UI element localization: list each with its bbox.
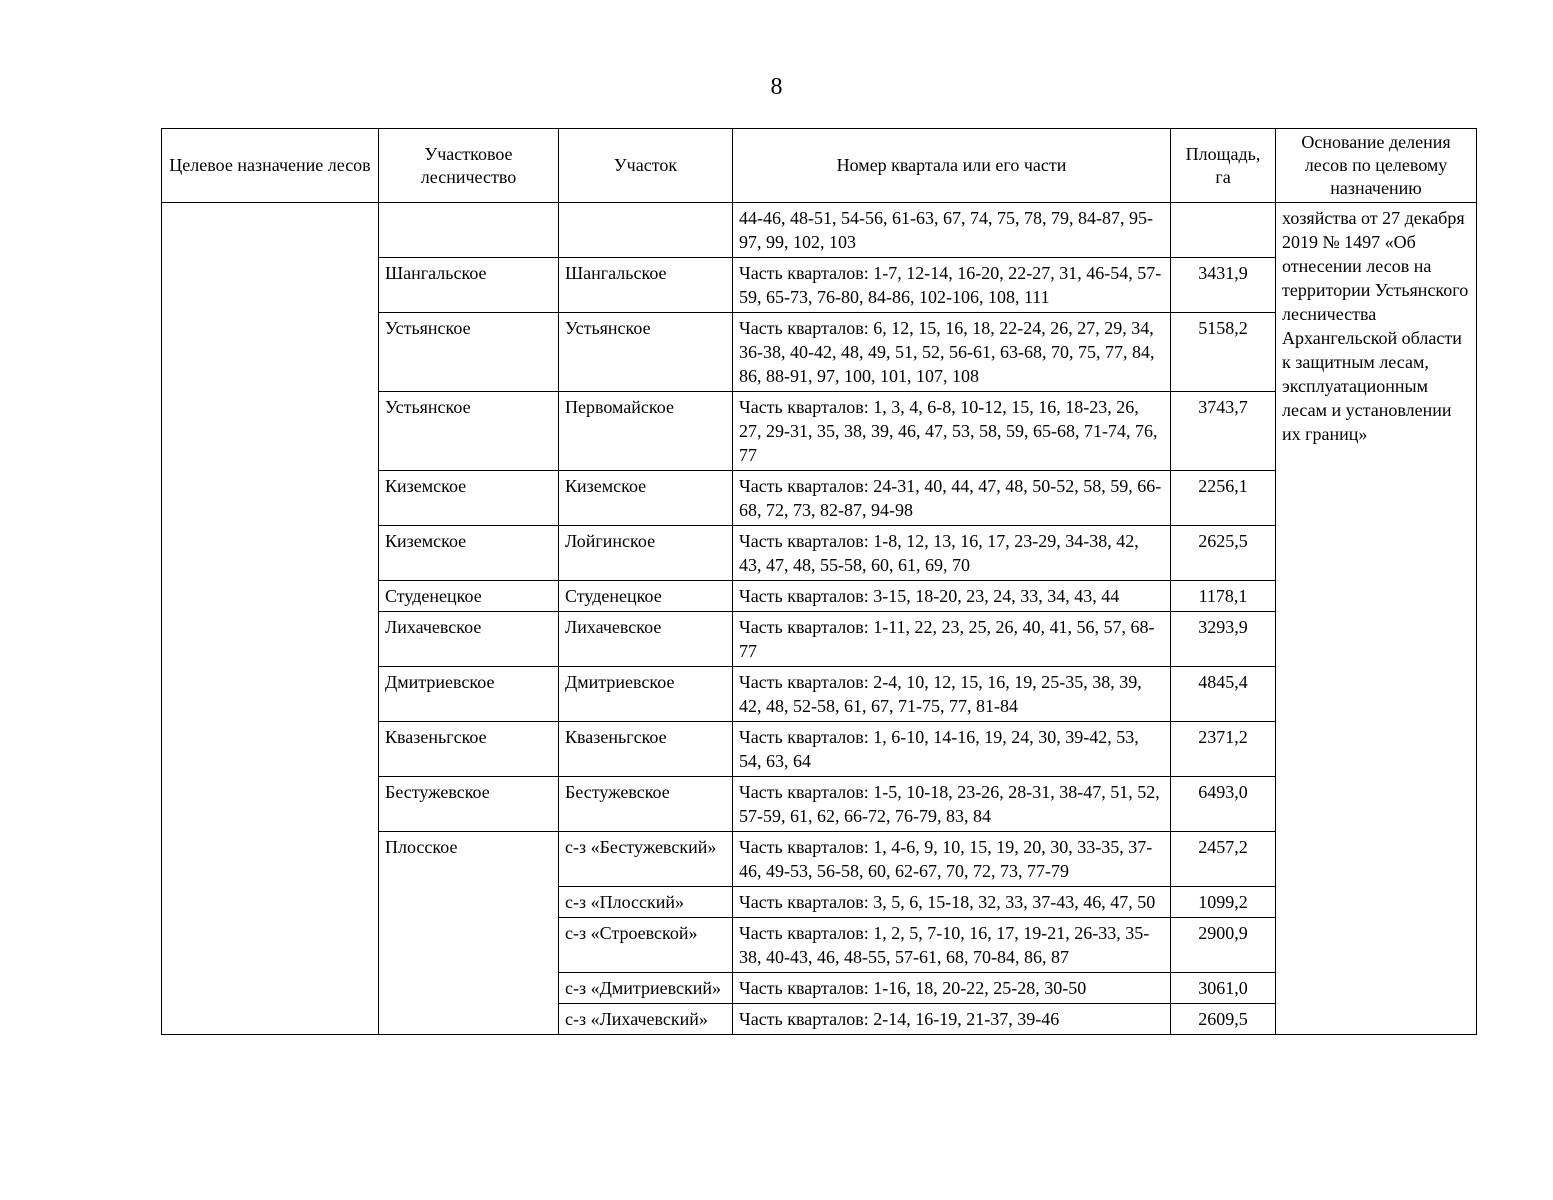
section-cell: Бестужевское: [559, 777, 733, 832]
forestry-cell: Киземское: [379, 526, 559, 581]
section-cell: с-з «Бестужевский»: [559, 832, 733, 887]
forestry-cell: Лихачевское: [379, 612, 559, 667]
section-cell: с-з «Строевской»: [559, 918, 733, 973]
area-cell: 2900,9: [1171, 918, 1276, 973]
forestry-cell: Бестужевское: [379, 777, 559, 832]
forestry-cell: Квазеньгское: [379, 722, 559, 777]
area-cell: 3743,7: [1171, 392, 1276, 471]
area-cell: 2256,1: [1171, 471, 1276, 526]
quarters-cell: Часть кварталов: 2-4, 10, 12, 15, 16, 19, 25-35, 38, 39, 42, 48, 52-58, 61, 67, 71-75, 77, 81-84: [733, 667, 1171, 722]
area-cell: 3431,9: [1171, 258, 1276, 313]
purpose-cell: [162, 203, 379, 1035]
header-basis: Основание деления лесов по целевому назначению: [1276, 129, 1477, 203]
quarters-cell: 44-46, 48-51, 54-56, 61-63, 67, 74, 75, 78, 79, 84-87, 95-97, 99, 102, 103: [733, 203, 1171, 258]
header-district-forestry: Участковое лесничество: [379, 129, 559, 203]
quarters-cell: Часть кварталов: 1, 2, 5, 7-10, 16, 17, 19-21, 26-33, 35-38, 40-43, 46, 48-55, 57-61, 68, 70-84, 86, 87: [733, 918, 1171, 973]
forestry-cell: Киземское: [379, 471, 559, 526]
section-cell: с-з «Плосский»: [559, 887, 733, 918]
forestry-cell: Студенецкое: [379, 581, 559, 612]
section-cell: Шангальское: [559, 258, 733, 313]
quarters-cell: Часть кварталов: 6, 12, 15, 16, 18, 22-24, 26, 27, 29, 34, 36-38, 40-42, 48, 49, 51, 52, 56-61, 63-68, 70, 75, 77, 84, 86, 88-91, 97, 100, 101, 107, 108: [733, 313, 1171, 392]
quarters-cell: Часть кварталов: 1-8, 12, 13, 16, 17, 23-29, 34-38, 42, 43, 47, 48, 55-58, 60, 61, 69, 70: [733, 526, 1171, 581]
section-cell: с-з «Дмитриевский»: [559, 973, 733, 1004]
section-cell: Студенецкое: [559, 581, 733, 612]
section-cell: Лойгинское: [559, 526, 733, 581]
table-row: [162, 203, 1477, 258]
quarters-cell: Часть кварталов: 1-5, 10-18, 23-26, 28-31, 38-47, 51, 52, 57-59, 61, 62, 66-72, 76-79, 83, 84: [733, 777, 1171, 832]
section-cell: Устьянское: [559, 313, 733, 392]
area-cell: 2457,2: [1171, 832, 1276, 887]
forestry-cell: Устьянское: [379, 392, 559, 471]
forestry-cell: [379, 203, 559, 258]
header-area: Площадь, га: [1171, 129, 1276, 203]
forestry-cell: Шангальское: [379, 258, 559, 313]
section-cell: Первомайское: [559, 392, 733, 471]
header-purpose: Целевое назначение лесов: [162, 129, 379, 203]
page-number: 8: [770, 74, 783, 100]
area-cell: 3293,9: [1171, 612, 1276, 667]
table-header-row: [162, 129, 1477, 203]
quarters-cell: Часть кварталов: 1-11, 22, 23, 25, 26, 40, 41, 56, 57, 68-77: [733, 612, 1171, 667]
quarters-cell: Часть кварталов: 1-7, 12-14, 16-20, 22-27, 31, 46-54, 57-59, 65-73, 76-80, 84-86, 102-106, 108, 111: [733, 258, 1171, 313]
forestry-cell: Устьянское: [379, 313, 559, 392]
forestry-cell-plosskoe: Плосское: [379, 832, 559, 1035]
area-cell: 3061,0: [1171, 973, 1276, 1004]
section-cell: с-з «Лихачевский»: [559, 1004, 733, 1035]
area-cell: 5158,2: [1171, 313, 1276, 392]
area-cell: 6493,0: [1171, 777, 1276, 832]
section-cell: [559, 203, 733, 258]
quarters-cell: Часть кварталов: 3, 5, 6, 15-18, 32, 33, 37-43, 46, 47, 50: [733, 887, 1171, 918]
quarters-cell: Часть кварталов: 24-31, 40, 44, 47, 48, 50-52, 58, 59, 66-68, 72, 73, 82-87, 94-98: [733, 471, 1171, 526]
section-cell: Квазеньгское: [559, 722, 733, 777]
section-cell: Киземское: [559, 471, 733, 526]
area-cell: 1099,2: [1171, 887, 1276, 918]
area-cell: 2371,2: [1171, 722, 1276, 777]
quarters-cell: Часть кварталов: 1-16, 18, 20-22, 25-28, 30-50: [733, 973, 1171, 1004]
basis-cell: хозяйства от 27 декабря 2019 № 1497 «Об отнесении лесов на территории Устьянского лесничества Архангельской области к защитным лесам, эксплуатационным лесам и установлении их границ»: [1276, 203, 1477, 1035]
forestry-cell: Дмитриевское: [379, 667, 559, 722]
section-cell: Лихачевское: [559, 612, 733, 667]
quarters-cell: Часть кварталов: 3-15, 18-20, 23, 24, 33, 34, 43, 44: [733, 581, 1171, 612]
quarters-cell: Часть кварталов: 1, 4-6, 9, 10, 15, 19, 20, 30, 33-35, 37-46, 49-53, 56-58, 60, 62-67, 70, 72, 73, 77-79: [733, 832, 1171, 887]
header-section: Участок: [559, 129, 733, 203]
area-cell: 4845,4: [1171, 667, 1276, 722]
section-cell: Дмитриевское: [559, 667, 733, 722]
quarters-cell: Часть кварталов: 1, 6-10, 14-16, 19, 24, 30, 39-42, 53, 54, 63, 64: [733, 722, 1171, 777]
area-cell: 2625,5: [1171, 526, 1276, 581]
area-cell: 1178,1: [1171, 581, 1276, 612]
area-cell: [1171, 203, 1276, 258]
area-cell: 2609,5: [1171, 1004, 1276, 1035]
quarters-cell: Часть кварталов: 1, 3, 4, 6-8, 10-12, 15, 16, 18-23, 26, 27, 29-31, 35, 38, 39, 46, 47, 53, 58, 59, 65-68, 71-74, 76, 77: [733, 392, 1171, 471]
header-quarter: Номер квартала или его части: [733, 129, 1171, 203]
forest-division-table: [161, 128, 1477, 1035]
quarters-cell: Часть кварталов: 2-14, 16-19, 21-37, 39-46: [733, 1004, 1171, 1035]
